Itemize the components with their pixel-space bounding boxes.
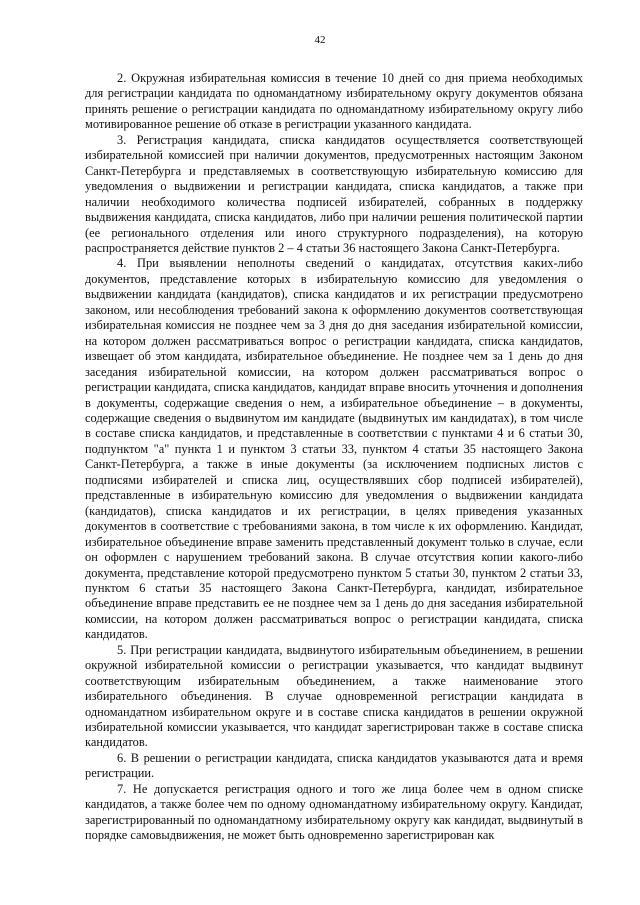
document-body xyxy=(85,71,583,844)
paragraph-2: 2. Окружная избирательная комиссия в течение 10 дней со дня приема необходимых для регистрации кандидата по одномандатному избирательному округу документов обязана принять решение о регистрации кандидата по одномандатному избирательному округу либо мотивированное решение об отказе в регистрации указанного кандидата. xyxy=(85,71,583,132)
page-number: 42 xyxy=(314,34,326,46)
paragraph-3: 3. Регистрация кандидата, списка кандидатов осуществляется соответствующей избирательной комиссией при наличии документов, предусмотренных настоящим Законом Санкт-Петербурга и представляемых в соответствующую избирательную комиссию для уведомления о выдвижении и регистрации кандидата, списка кандидатов, а также при наличии необходимого количества подписей избирателей, собранных в поддержку выдвижения кандидата, списка кандидатов, либо при наличии решения политической партии (ее регионального отделения или иного структурного подразделения), на которую распространяется действие пунктов 2 – 4 статьи 36 настоящего Закона Санкт-Петербурга. xyxy=(85,132,583,255)
paragraph-4: 4. При выявлении неполноты сведений о кандидатах, отсутствия каких-либо документов, представление которых в избирательную комиссию для уведомления о выдвижении кандидата (кандидатов), списка кандидатов и их регистрации предусмотрено законом, или несоблюдения требований закона к оформлению документов соответствующая избирательная комиссия не позднее чем за 3 дня до дня заседания избирательной комиссии, на котором должен рассматриваться вопрос о регистрации кандидата, списка кандидатов, извещает об этом кандидата, избирательное объединение. Не позднее чем за 1 день до дня заседания избирательной комиссии, на котором должен рассматриваться вопрос о регистрации кандидата, списка кандидатов, кандидат вправе вносить уточнения и дополнения в документы, содержащие сведения о нем, а избирательное объединение – в документы, содержащие сведения о выдвинутом им кандидате (выдвинутых им кандидатах), в том числе в составе списка кандидатов, и представленные в соответствии с пунктами 4 и 6 статьи 30, подпунктом "а" пункта 1 и пунктом 3 статьи 33, пунктом 4 статьи 35 настоящего Закона Санкт-Петербурга, а также в иные документы (за исключением подписных листов с подписями избирателей и списка лиц, осуществлявших сбор подписей избирателей), представленные в избирательную комиссию для уведомления о выдвижении кандидата (кандидатов), списка кандидатов и их регистрации, в целях приведения указанных документов в соответствие с требованиями закона, в том числе к их оформлению. Кандидат, избирательное объединение вправе заменить представленный документ только в случае, если он оформлен с нарушением требований закона. В случае отсутствия копии какого-либо документа, представление которой предусмотрено пунктом 5 статьи 30, пунктом 2 статьи 33, пунктом 6 статьи 35 настоящего Закона Санкт-Петербурга, кандидат, избирательное объединение вправе представить ее не позднее чем за 1 день до дня заседания избирательной комиссии, на котором должен рассматриваться вопрос о регистрации кандидата, списка кандидатов. xyxy=(85,256,583,642)
paragraph-6: 6. В решении о регистрации кандидата, списка кандидатов указываются дата и время регистрации. xyxy=(85,750,583,781)
paragraph-5: 5. При регистрации кандидата, выдвинутого избирательным объединением, в решении окружной избирательной комиссии о регистрации указывается, что кандидат выдвинут соответствующим избирательным объединением, а также наименование этого избирательного объединения. В случае одновременной регистрации кандидата в одномандатном избирательном округе и в составе списка кандидатов в решении окружной избирательной комиссии указывается, что кандидат зарегистрирован также в составе списка кандидатов. xyxy=(85,642,583,750)
paragraph-7: 7. Не допускается регистрация одного и того же лица более чем в одном списке кандидатов, а также более чем по одному одномандатному избирательному округу. Кандидат, зарегистрированный по одномандатному избирательному округу как кандидат, выдвинутый в порядке самовыдвижения, не может быть одновременно зарегистрирован как xyxy=(85,781,583,843)
